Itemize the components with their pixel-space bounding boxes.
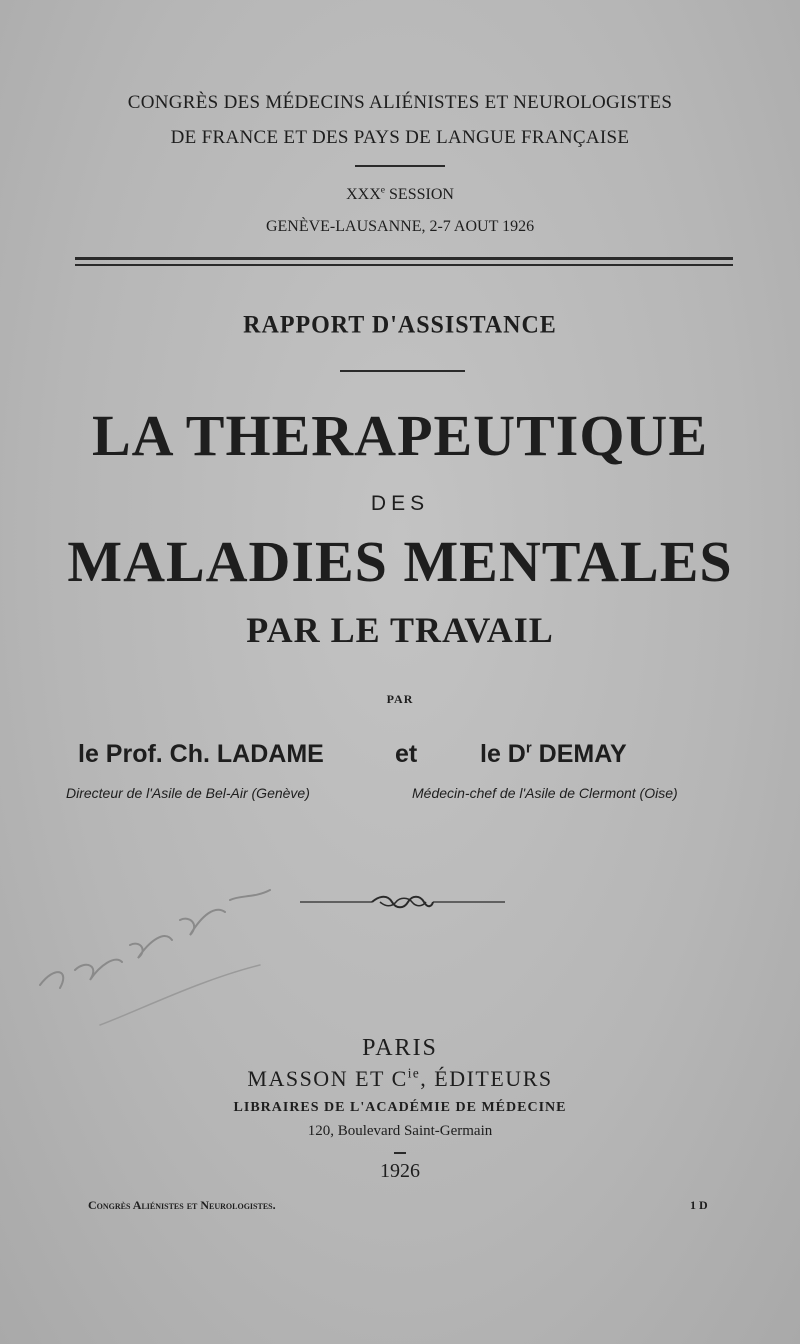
double-rule (75, 257, 733, 266)
footer-signature: Congrès Aliénistes et Neurologistes. (88, 1198, 276, 1212)
venue-line: GENÈVE-LAUSANNE, 2-7 AOUT 1926 (265, 218, 535, 235)
publisher-name (0, 1066, 800, 1092)
session-line (0, 186, 800, 204)
ornament-divider (300, 893, 505, 911)
year-dash (394, 1152, 406, 1154)
author-demay-prefix: le D (480, 740, 526, 768)
congress-line-1: CONGRÈS DES MÉDECINS ALIÉNISTES ET NEUROLOGISTES (127, 92, 673, 113)
short-rule-mid (340, 370, 465, 372)
by-label: PAR (386, 692, 414, 706)
title-line-2: DES (370, 492, 430, 515)
congress-line-2: DE FRANCE ET DES PAYS DE LANGUE FRANÇAISE (170, 127, 630, 148)
session-superscript: e (380, 184, 386, 196)
affiliation-demay: Médecin-chef de l'Asile de Clermont (Oise) (412, 785, 678, 801)
author-ladame: le Prof. Ch. LADAME (78, 740, 324, 768)
publisher-libraries: LIBRAIRES DE L'ACADÉMIE DE MÉDECINE (233, 1100, 567, 1115)
publisher-city: PARIS (362, 1035, 438, 1061)
publisher-name-prefix: MASSON ET C (247, 1066, 408, 1091)
author-demay-superscript: r (525, 739, 532, 757)
author-demay-name: DEMAY (538, 740, 627, 768)
title-line-4: PAR LE TRAVAIL (246, 610, 554, 650)
title-line-1: LA THERAPEUTIQUE (91, 403, 709, 468)
publisher-name-suffix: , ÉDITEURS (420, 1066, 553, 1091)
author-conjunction: et (395, 740, 418, 768)
title-line-3: MALADIES MENTALES (67, 529, 733, 594)
publication-year: 1926 (380, 1160, 420, 1182)
footer-sheet-mark: 1 D (690, 1198, 708, 1212)
session-word: SESSION (389, 186, 454, 203)
publisher-address: 120, Boulevard Saint-Germain (307, 1123, 493, 1139)
author-demay (480, 740, 627, 769)
session-number: XXX (346, 186, 381, 203)
report-type: RAPPORT D'ASSISTANCE (243, 311, 557, 339)
publisher-name-superscript: ie (407, 1065, 421, 1081)
short-rule-top (355, 165, 445, 167)
pencil-scribble (30, 870, 280, 1030)
affiliation-ladame: Directeur de l'Asile de Bel-Air (Genève) (66, 785, 310, 801)
